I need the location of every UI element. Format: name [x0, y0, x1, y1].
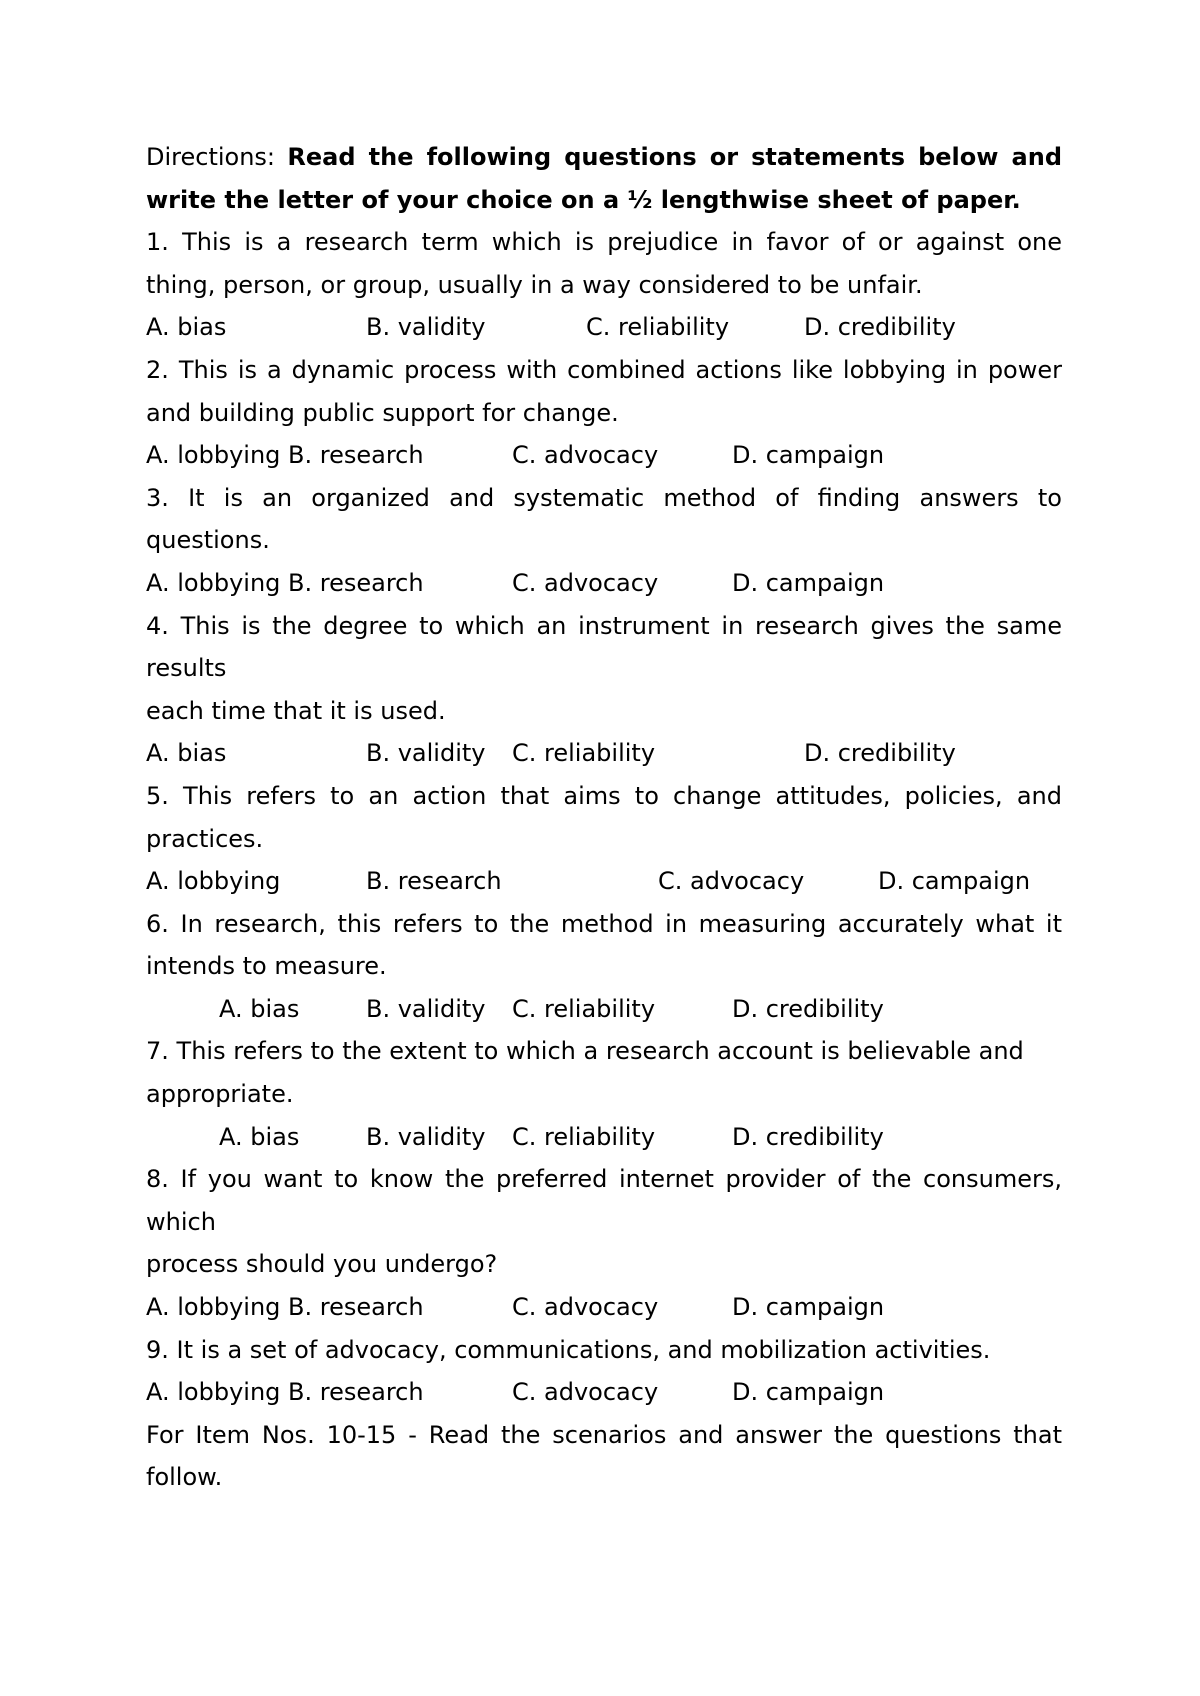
option-a: A. lobbying: [146, 867, 281, 896]
question-4-line-1: 4. This is the degree to which an instrument in research gives the same: [146, 611, 1062, 640]
option-c: C. reliability: [586, 313, 730, 342]
option-a-b: A. lobbying B. research: [146, 441, 424, 470]
option-d: D. campaign: [878, 867, 1031, 896]
question-6-line-1: 6. In research, this refers to the method in measuring accurately what it: [146, 909, 1062, 938]
option-b: B. validity: [366, 313, 486, 342]
option-c: C. advocacy: [512, 1293, 659, 1322]
option-d: D. credibility: [732, 994, 884, 1023]
question-6-line-2: intends to measure.: [146, 952, 387, 981]
option-a-b: A. lobbying B. research: [146, 568, 424, 597]
question-2-line-1: 2. This is a dynamic process with combined actions like lobbying in power: [146, 355, 1062, 384]
question-5-options: [146, 860, 1062, 903]
question-5-line-2: practices.: [146, 824, 264, 853]
document-page: [146, 136, 1062, 1499]
directions-line-1: [146, 136, 1062, 179]
option-b: B. validity: [366, 994, 486, 1023]
option-c: C. reliability: [512, 1122, 656, 1151]
option-d: D. credibility: [804, 313, 956, 342]
option-d: D. credibility: [732, 1122, 884, 1151]
option-a: A. bias: [146, 313, 227, 342]
question-7-options: [146, 1116, 1062, 1159]
question-1-line-2: thing, person, or group, usually in a way considered to be unfair.: [146, 270, 923, 299]
question-9-options: [146, 1371, 1062, 1414]
option-c: C. advocacy: [512, 568, 659, 597]
option-a-b: A. lobbying B. research: [146, 1293, 424, 1322]
question-3-line-1: 3. It is an organized and systematic method of finding answers to: [146, 483, 1062, 512]
directions-label: Directions:: [146, 143, 276, 171]
question-6-options: [146, 988, 1062, 1031]
option-b: B. validity: [366, 739, 486, 768]
question-8-options: [146, 1286, 1062, 1329]
question-4-line-3: each time that it is used.: [146, 696, 446, 725]
question-1-options: [146, 306, 1062, 349]
question-8-line-1: 8. If you want to know the preferred internet provider of the consumers,: [146, 1165, 1062, 1194]
question-4-options: [146, 732, 1062, 775]
question-4-line-2: results: [146, 654, 227, 683]
option-b: B. validity: [366, 1122, 486, 1151]
question-5-line-1: 5. This refers to an action that aims to change attitudes, policies, and: [146, 781, 1062, 810]
question-2-line-2: and building public support for change.: [146, 398, 619, 427]
option-a-b: A. lobbying B. research: [146, 1378, 424, 1407]
option-a: A. bias: [146, 739, 227, 768]
option-c: C. reliability: [512, 739, 656, 768]
scenario-note-line-2: follow.: [146, 1463, 223, 1492]
question-7-line-1: 7. This refers to the extent to which a research account is believable and: [146, 1037, 1024, 1066]
scenario-note-line-1: For Item Nos. 10-15 - Read the scenarios and answer the questions that: [146, 1420, 1062, 1449]
question-8-line-2: which: [146, 1207, 216, 1236]
option-d: D. campaign: [732, 1293, 885, 1322]
option-c: C. advocacy: [512, 1378, 659, 1407]
question-2-options: [146, 434, 1062, 477]
question-1-line-1: 1. This is a research term which is prejudice in favor of or against one: [146, 228, 1062, 257]
question-7-line-2: appropriate.: [146, 1080, 294, 1109]
directions-text-1: Read the following questions or statements below and: [287, 143, 1062, 171]
question-9-line-1: 9. It is a set of advocacy, communications, and mobilization activities.: [146, 1335, 991, 1364]
directions-text-2: write the letter of your choice on a ½ lengthwise sheet of paper.: [146, 185, 1021, 214]
option-c: C. advocacy: [658, 867, 805, 896]
option-d: D. campaign: [732, 568, 885, 597]
question-8-line-3: process should you undergo?: [146, 1250, 498, 1279]
option-d: D. campaign: [732, 1378, 885, 1407]
option-d: D. campaign: [732, 441, 885, 470]
option-b: B. research: [366, 867, 502, 896]
option-c: C. advocacy: [512, 441, 659, 470]
question-3-line-2: questions.: [146, 526, 270, 555]
option-d: D. credibility: [804, 739, 956, 768]
question-3-options: [146, 562, 1062, 605]
option-a: A. bias: [219, 994, 300, 1023]
option-a: A. bias: [219, 1122, 300, 1151]
option-c: C. reliability: [512, 994, 656, 1023]
